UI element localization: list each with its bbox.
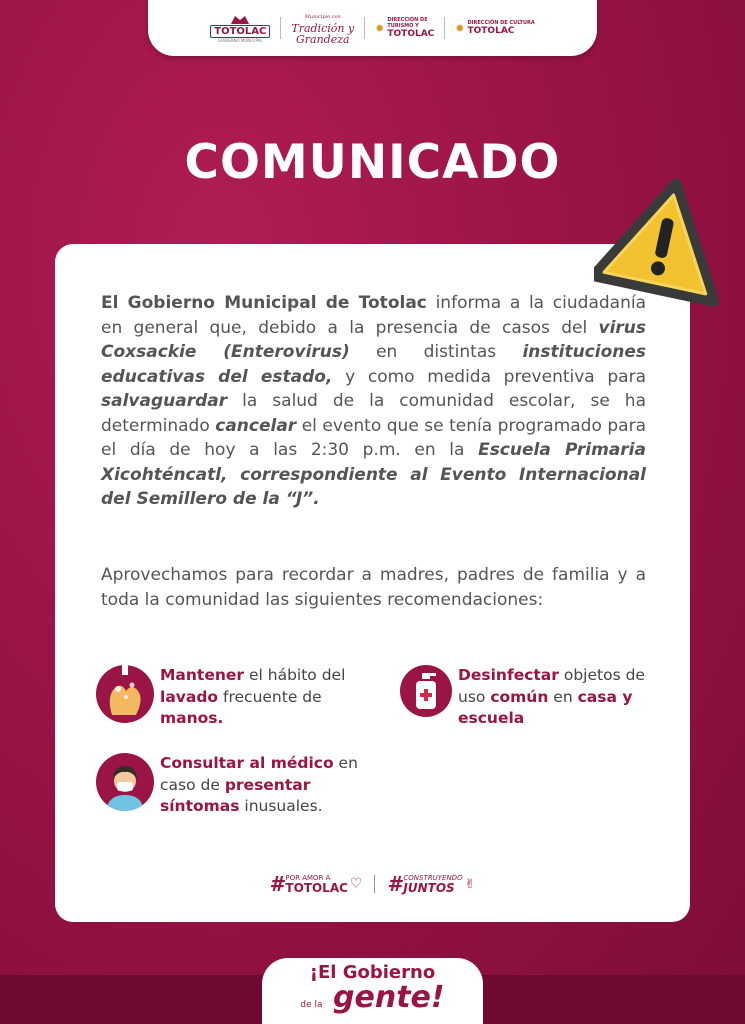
- logo2-line1: Tradición y: [291, 21, 355, 35]
- hashtags: [0, 872, 745, 896]
- logo-cultura: [455, 20, 534, 36]
- logo2-line2: Grandeza: [295, 32, 350, 46]
- recommendation-text: [458, 665, 648, 730]
- rec3-highlight: presentar: [224, 775, 311, 794]
- issuer-text: El Gobierno Municipal de Totolac: [101, 293, 427, 313]
- para-text: informa a la ciudadanía en general que, debido a la presencia de casos del: [101, 293, 646, 338]
- institutions-text: instituciones educativas del estado,: [101, 342, 647, 387]
- logo3-line1: DIRECCIÓN DE: [387, 17, 428, 23]
- rec2-highlight: Desinfectar: [458, 666, 559, 684]
- logo1-main-text: TOTOLAC: [210, 25, 270, 38]
- footer-line1: ¡El Gobierno: [309, 961, 436, 983]
- tag1-small: POR AMOR A: [285, 874, 331, 882]
- logo-divider: [364, 17, 365, 39]
- peace-hand-icon: ✌: [464, 876, 476, 892]
- recommendation-text: [160, 753, 370, 818]
- rec3-text: inusuales.: [239, 797, 323, 815]
- rec2-highlight: casa y escuela: [458, 687, 633, 727]
- hashtag-por-amor-totolac: [269, 872, 362, 896]
- reminder-paragraph: Aprovechamos para recordar a madres, padres de familia y a toda la comunidad las siguientes recomendaciones:: [101, 565, 646, 610]
- logo3-line2: TURISMO Y: [387, 23, 419, 29]
- sanitizer-icon: [400, 665, 452, 717]
- logo4-main: TOTOLAC: [467, 26, 515, 36]
- para-text: el evento que se tenía programado para el día de hoy a las 2:30 p.m. en la: [101, 415, 646, 460]
- tag-divider: [374, 875, 375, 893]
- logo-tradicion-grandeza: [291, 12, 354, 45]
- para-text: la salud de la comunidad escolar, se ha determinado: [101, 391, 646, 436]
- tag2-small: CONSTRUYENDO: [403, 874, 463, 882]
- announcement-paragraph: [101, 291, 646, 512]
- rec1-text: el hábito del: [244, 666, 346, 684]
- tag2-big: JUNTOS: [403, 881, 455, 895]
- rec2-highlight: común: [490, 687, 549, 706]
- handwashing-icon: [96, 665, 154, 723]
- hashtag-construyendo-juntos: [387, 872, 475, 896]
- logo3-main: TOTOLAC: [387, 29, 435, 39]
- gobierno-de-la-gente-logo: [300, 963, 444, 1020]
- logo-divider: [280, 17, 281, 39]
- rec1-text: frecuente de: [218, 687, 322, 706]
- recommendation-doctor: [96, 753, 370, 818]
- heart-icon: ♡: [349, 876, 363, 892]
- warning-icon: [594, 170, 734, 310]
- hash-icon: #: [269, 872, 284, 896]
- rec1-highlight: lavado: [160, 687, 219, 706]
- rec2-text: en: [548, 687, 578, 706]
- para-text: y como medida preventiva para: [332, 366, 646, 387]
- safeguard-text: salvaguardar: [101, 391, 228, 411]
- page-title: COMUNICADO: [184, 135, 561, 190]
- recommendation-handwashing: [96, 665, 368, 730]
- rec1-highlight: Mantener: [160, 666, 245, 684]
- tag1-big: TOTOLAC: [285, 881, 348, 895]
- para-text: en distintas: [349, 342, 523, 362]
- rec3-text: en caso de: [160, 754, 358, 794]
- doctor-mask-icon: [96, 753, 154, 811]
- virus-name: virus Coxsackie (Enterovirus): [101, 317, 646, 362]
- logo-turismo: [375, 17, 434, 39]
- recommendation-text: [160, 665, 368, 730]
- logo4-small: DIRECCIÓN DE CULTURA: [467, 20, 535, 26]
- logo2-small-text: Municipio con: [304, 13, 341, 20]
- sun-icon: ✹: [375, 21, 385, 35]
- event-location-text: Escuela Primaria Xicohténcatl, correspondiente al Evento Internacional del Semillero de la “J”.: [101, 440, 646, 509]
- coat-of-arms-icon: [229, 13, 251, 25]
- footer-line2: gente!: [333, 979, 445, 1015]
- rec3-highlight: Consultar al médico: [160, 754, 334, 772]
- logo-divider: [444, 17, 445, 39]
- header-logo-bar: [148, 0, 597, 56]
- logo1-sub-text: GOBIERNO MUNICIPAL: [218, 38, 263, 43]
- cancel-text: cancelar: [215, 415, 297, 436]
- logo-totolac-municipal: [210, 13, 270, 43]
- rec1-highlight: manos.: [160, 709, 224, 727]
- footer-logo: [262, 958, 483, 1024]
- footer-dela: de la: [300, 999, 323, 1010]
- rec2-text: objetos de uso: [458, 666, 645, 706]
- rec3-highlight: síntomas: [160, 797, 240, 815]
- recommendation-disinfect: [400, 665, 648, 730]
- sun-icon: ✹: [455, 21, 465, 35]
- hash-icon: #: [387, 872, 402, 896]
